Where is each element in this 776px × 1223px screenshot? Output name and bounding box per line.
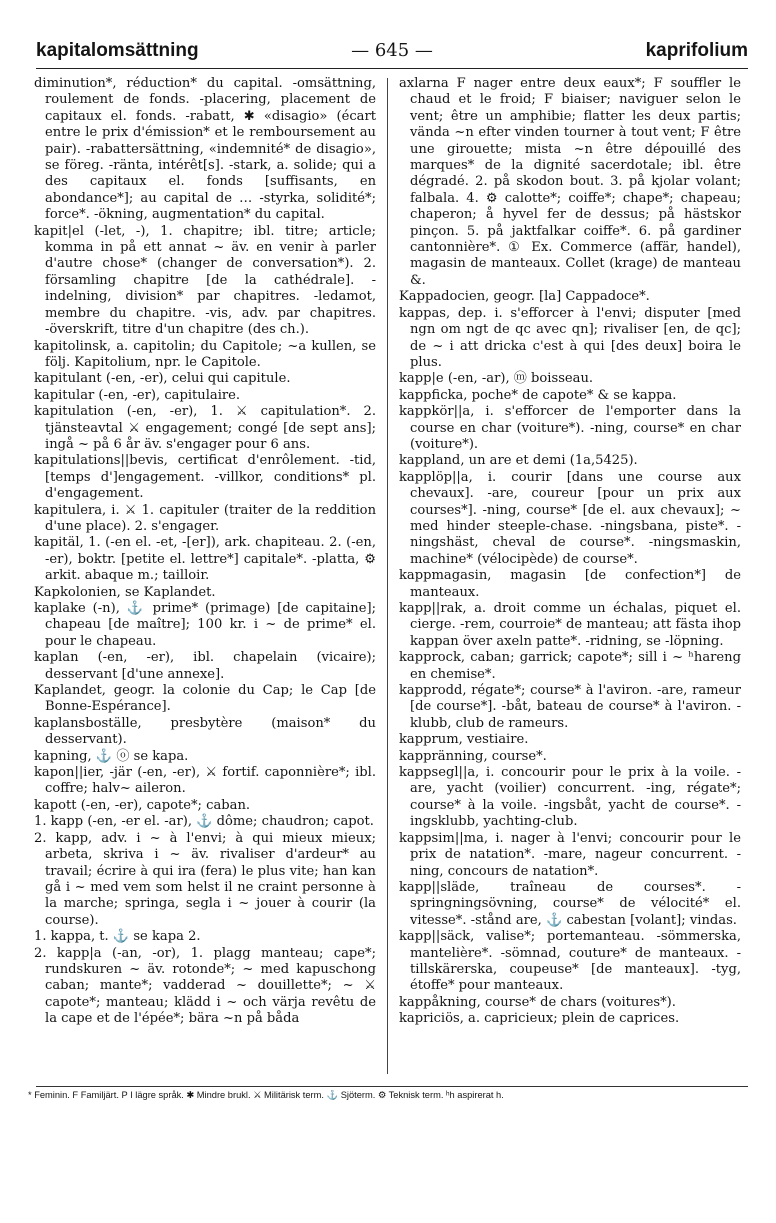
dictionary-entry: 1. kapp (-en, -er el. -ar), ⚓ dôme; chaudron; capot. bbox=[34, 814, 374, 830]
dictionary-entry: kappas, dep. i. s'efforcer à l'envi; disputer [med ngn om ngt de qc avec qn]; rivaliser [en, de qc]; de ~ i att dricka c'est à qui [des deux] boira le plus. bbox=[399, 305, 741, 370]
dictionary-entry: kapitular (-en, -er), capitulaire. bbox=[34, 387, 241, 403]
dictionary-entry: kappmagasin, magasin [de confection*] de manteaux. bbox=[399, 568, 741, 600]
page-number: — 645 — bbox=[351, 40, 433, 61]
dictionary-entry: Kapkolonien, se Kaplandet. bbox=[34, 584, 216, 600]
footer-rule bbox=[36, 1086, 748, 1087]
dictionary-entry: kapitulera, i. ⚔ 1. capituler (traiter de la reddition d'une place). 2. s'engager. bbox=[34, 502, 376, 534]
page-header bbox=[36, 38, 748, 69]
dictionary-entry: 2. kapp|a (-an, -or), 1. plagg manteau; cape*; rundskuren ~ äv. rotonde*; ~ med kapuschong caban; mante*; vadderad ~ douillette*; ~ ⚔ capote*; manteau; klädd i ~ och värja revêtu de la cape et de l'épée*; bära ~n på båda bbox=[34, 945, 376, 1027]
dictionary-entry: kappland, un are et demi (1a,5425). bbox=[399, 453, 638, 469]
dictionary-entry: kappsim||ma, i. nager à l'envi; concourir pour le prix de natation*. -mare, nageur concurrent. -ning, concours de natation*. bbox=[399, 830, 741, 879]
dictionary-entry: kaplake (-n), ⚓ prime* (primage) [de capitaine]; chapeau [de maître]; 100 kr. i ~ de prime* el. pour le chapeau. bbox=[34, 601, 376, 649]
dictionary-entry: kapp||släde, traîneau de courses*. -springningsövning, course* de vélocité* el. vitesse*. -stånd are, ⚓ cabestan [volant]; vindas. bbox=[399, 879, 741, 928]
dictionary-entry: kapriciös, a. capricieux; plein de caprices. bbox=[399, 1011, 680, 1027]
dictionary-entry: kapitäl, 1. (-en el. -et, -[er]), ark. chapiteau. 2. (-en, -er), boktr. [petite el. lettre*] capitale*. -platta, ⚙ arkit. abaque m.; tailloir. bbox=[34, 535, 376, 584]
dictionary-entry: kapning, ⚓ ⓞ se kapa. bbox=[34, 748, 189, 764]
dictionary-entry: kapp||säck, valise*; portemanteau. -sömmerska, mantelière*. -sömnad, couture* de manteaux. -tillskärerska, coupeuse* [de manteaux]. -tyg, étoffe* pour manteaux. bbox=[399, 929, 741, 994]
dictionary-entry: diminution*, réduction* du capital. -omsättning, roulement de fonds. -placering, placement de capitaux el. fonds. -rabatt, ✱ «disagio» (écart entre le prix d'émission* et le remboursement au pair). -rabattersättning, «indemnité* de disagio», se föreg. -ränta, intérêt[s]. -stark, a. solide; qui a des capitaux el. fonds [suffisants, en abondance*]; au capital de … -styrka, solidité*; force*. -ökning, augmentation* du capital. bbox=[34, 76, 376, 223]
dictionary-entry: kaplansboställe, presbytère (maison* du desservant). bbox=[34, 715, 376, 748]
dictionary-entry: kapprum, vestiaire. bbox=[399, 732, 529, 748]
dictionary-entry: axlarna F nager entre deux eaux*; F souffler le chaud et le froid; F biaiser; naviguer selon le vent; être un amphibie; flatter les deux partis; vända ~n efter vinden tourner à tout vent; F être une girouette; mista ~n être dépouillé des marques* de la dignité sacerdotale; ibl. être dégradé. 2. på skodon bout. 3. på kjolar volant; falbala. 4. ⚙ calotte*; coiffe*; chape*; chapeau; chaperon; å hyvel fer de dessus; på hästskor pinçon. 5. på jaktfalkar coiffe*. 6. på gardiner cantonnière*. ① Ex. Commerce (affär, handel), magasin de manteaux. Collet (krage) de manteau &. bbox=[399, 76, 741, 288]
dictionary-entry: kapitulations||bevis, certificat d'enrôlement. -tid, [temps d']engagement. -villkor, conditions* pl. d'engagement. bbox=[34, 453, 376, 502]
dictionary-entry: kaplan (-en, -er), ibl. chapelain (vicaire); desservant [d'une annexe]. bbox=[34, 650, 376, 682]
dictionary-entry: kapon||ier, -jär (-en, -er), ⚔ fortif. caponnière*; ibl. coffre; halv~ aileron. bbox=[34, 765, 376, 797]
dictionary-entry: kapitulant (-en, -er), celui qui capitule. bbox=[34, 371, 291, 387]
dictionary-entry: 2. kapp, adv. i ~ à l'envi; à qui mieux mieux; arbeta, skriva i ~ äv. rivaliser d'ardeur* au travail; écrire à qui ira (fera) le plus vite; han kan gå i ~ med vem som helst il ne craint personne à la marche; springa, segla i ~ jouer à courir (la course). bbox=[34, 830, 376, 928]
abbreviation-legend: * Feminin. F Familjärt. P I lägre språk. ✱ Mindre brukl. ⚔ Militärisk term. ⚓ Sjöterm. ⚙ Teknisk term. ʰh aspirerat h. bbox=[28, 1090, 504, 1100]
right-column bbox=[399, 76, 741, 1076]
dictionary-entry: kapp|e (-en, -ar), ⓜ boisseau. bbox=[399, 371, 594, 387]
dictionary-entry: kappkör||a, i. s'efforcer de l'emporter dans la course en char (voiture*). -ning, course* en char (voiture*). bbox=[399, 404, 741, 452]
header-right-word: kaprifolium bbox=[645, 40, 748, 61]
dictionary-entry: kapprodd, régate*; course* à l'aviron. -are, rameur [de course*]. -båt, bateau de course* à l'aviron. -klubb, club de rameurs. bbox=[399, 683, 741, 731]
dictionary-entry: kappränning, course*. bbox=[399, 748, 547, 764]
dictionary-entry: kapplöp||a, i. courir [dans une course aux chevaux]. -are, coureur [pour un prix aux courses*]. -ning, course* [de el. aux chevaux]; ~ med hinder steeple-chase. -ningsbana, piste*. -ningshäst, cheval de course*. -ningsmaskin, machine* (vélocipède) de course*. bbox=[399, 469, 741, 567]
dictionary-entry: kappåkning, course* de chars (voitures*). bbox=[399, 994, 676, 1010]
dictionary-entry: kapp||rak, a. droit comme un échalas, piquet el. cierge. -rem, courroie* de manteau; att fästa ihop kappan över axeln patte*. -ridning, se -löpning. bbox=[399, 601, 741, 649]
dictionary-entry: kapitulation (-en, -er), 1. ⚔ capitulation*. 2. tjänsteavtal ⚔ engagement; congé [de sept ans]; ingå ~ på 6 år äv. s'engager pour 6 ans. bbox=[34, 404, 376, 452]
dictionary-entry: kapitolinsk, a. capitolin; du Capitole; ~a kullen, se följ. Kapitolium, npr. le Capitole. bbox=[34, 338, 376, 370]
dictionary-entry: kapprock, caban; garrick; capote*; sill i ~ ʰhareng en chemise*. bbox=[399, 650, 741, 682]
dictionary-entry: kappficka, poche* de capote* & se kappa. bbox=[399, 387, 677, 403]
dictionary-entry: Kappadocien, geogr. [la] Cappadoce*. bbox=[399, 289, 650, 305]
dictionary-entry: kappsegl||a, i. concourir pour le prix à la voile. -are, yacht (voilier) concurrent. -ing, régate*; course* à la voile. -ingsbåt, yacht de course*. -ingsklubb, yachting-club. bbox=[399, 765, 741, 830]
dictionary-entry: 1. kappa, t. ⚓ se kapa 2. bbox=[34, 929, 201, 945]
left-column bbox=[34, 76, 376, 1076]
dictionary-entry: kapott (-en, -er), capote*; caban. bbox=[34, 797, 251, 813]
header-left-word: kapitalomsättning bbox=[36, 40, 199, 61]
dictionary-entry: Kaplandet, geogr. la colonie du Cap; le Cap [de Bonne-Espérance]. bbox=[34, 683, 376, 715]
dictionary-entry: kapit|el (-let, -), 1. chapitre; ibl. titre; article; komma in på ett annat ~ äv. en venir à parler d'autre chose* (changer de conversation*). 2. församling chapitre [de la cathédrale]. -indelning, division* par chapitres. -ledamot, membre du chapitre. -vis, adv. par chapitres. -överskrift, titre d'un chapitre (des ch.). bbox=[34, 223, 376, 338]
column-divider bbox=[387, 78, 388, 1074]
